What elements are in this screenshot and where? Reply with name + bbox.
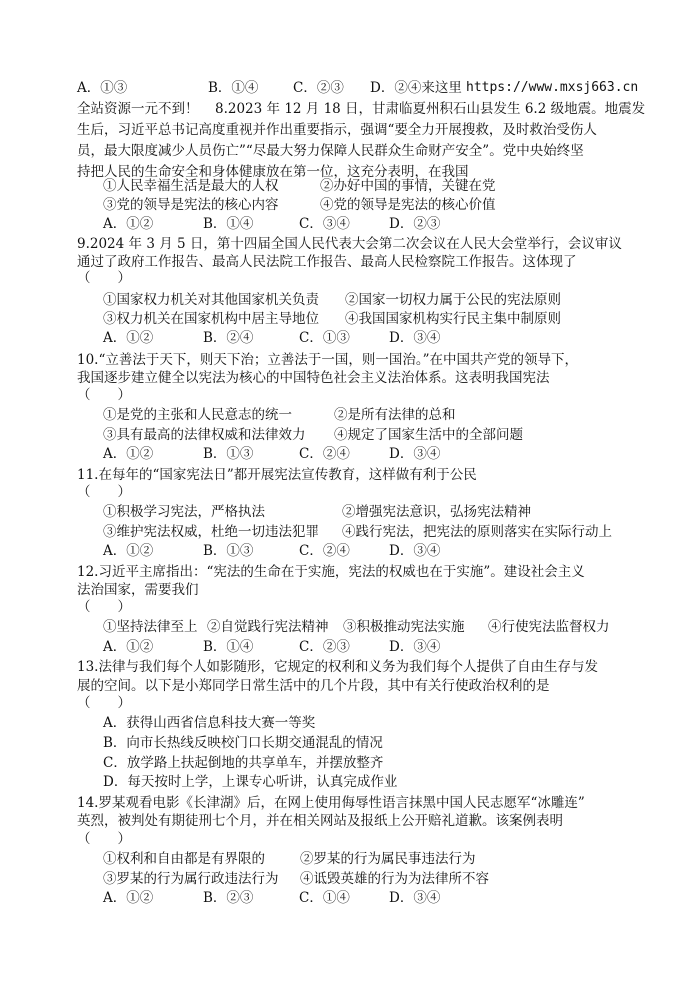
question-text: 通过了政府工作报告、最高人民法院工作报告、最高人民检察院工作报告。这体现了: [77, 254, 577, 270]
statement-2: ②罗某的行为属民事违法行为: [300, 851, 476, 867]
statement-4: ④规定了国家生活中的全部问题: [334, 427, 523, 443]
option-b: B．②④: [203, 330, 254, 346]
choice-d: D．每天按时上学，上课专心听讲，认真完成作业: [103, 774, 398, 790]
statement-3: ③罗某的行为属行政违法行为: [103, 871, 279, 887]
option-c: C．②④: [299, 543, 350, 559]
question-text: 12.习近平主席指出：“宪法的生命在于实施，宪法的权威也在于实施”。建设社会主义: [77, 564, 585, 580]
answer-bracket: （ ）: [77, 695, 131, 711]
option-a: A．①②: [103, 216, 154, 232]
statement-3: ③积极推动宪法实施: [343, 619, 465, 635]
statement-1: ①积极学习宪法，严格执法: [103, 504, 265, 520]
question-text: 法治国家，需要我们: [77, 582, 199, 598]
statement-3: ③党的领导是宪法的核心内容: [103, 197, 279, 213]
statement-2: ②国家一切权力属于公民的宪法原则: [345, 292, 561, 308]
option-d: D．③④: [389, 639, 441, 655]
statement-4: ④我国国家机构实行民主集中制原则: [345, 311, 561, 327]
promo-text: 全站资源一元不到！: [77, 101, 199, 117]
option-b: B．①③: [203, 446, 254, 462]
option-b: B．①④: [203, 639, 254, 655]
option-d: D．②③: [389, 216, 441, 232]
statement-1: ①国家权力机关对其他国家机关负责: [103, 292, 319, 308]
statement-3: ③具有最高的法律权威和法律效力: [103, 427, 306, 443]
question-text: 生后，习近平总书记高度重视并作出重要指示，强调“要全力开展搜救，及时救治受伤人: [77, 122, 597, 138]
statement-4: ④践行宪法，把宪法的原则落实在实际行动上: [342, 524, 612, 540]
option-a: A．①③: [77, 80, 128, 96]
question-text: 我国逐步建立健全以宪法为核心的中国特色社会主义法治体系。这表明我国宪法: [77, 370, 550, 386]
statement-3: ③权力机关在国家机构中居主导地位: [103, 311, 319, 327]
option-c: C．①④: [299, 890, 350, 906]
choice-c: C．放学路上扶起倒地的共享单车，并摆放整齐: [103, 755, 384, 771]
option-d: D．③④: [389, 543, 441, 559]
question-text: 10.“立善法于天下，则天下治；立善法于一国，则一国治。”在中国共产党的领导下，: [77, 352, 579, 368]
statement-4: ④党的领导是宪法的核心价值: [320, 197, 496, 213]
answer-bracket: （ ）: [77, 599, 131, 615]
option-b: B．①③: [203, 543, 254, 559]
watermark-url: https://www.mxsj663.cn: [466, 80, 639, 95]
choice-b: B．向市长热线反映校门口长期交通混乱的情况: [103, 735, 383, 751]
answer-bracket: （ ）: [77, 831, 131, 847]
statement-1: ①是党的主张和人民意志的统一: [103, 407, 292, 423]
statement-2: ②自觉践行宪法精神: [207, 619, 329, 635]
question-text: 11.在每年的“国家宪法日”都开展宪法宣传教育，这样做有利于公民: [77, 467, 477, 483]
option-d: D．③④: [389, 330, 441, 346]
answer-bracket: （ ）: [77, 387, 131, 403]
option-b: B．①④: [203, 216, 254, 232]
statement-2: ②是所有法律的总和: [334, 407, 456, 423]
statement-3: ③维护宪法权威，杜绝一切违法犯罪: [103, 524, 319, 540]
statement-2: ②增强宪法意识，弘扬宪法精神: [342, 504, 531, 520]
option-d: D．③④: [389, 446, 441, 462]
statement-1: ①权利和自由都是有界限的: [103, 851, 265, 867]
option-c: C．②④: [299, 446, 350, 462]
statement-1: ①坚持法律至上: [103, 619, 198, 635]
option-a: A．①②: [103, 543, 154, 559]
option-b: B．②③: [203, 890, 254, 906]
question-text: 英烈，被判处有期徒刑七个月，并在相关网站及报纸上公开赔礼道歉。该案例表明: [77, 813, 563, 829]
option-b: B．①④: [208, 80, 259, 96]
option-d: D．②④来这里: [370, 80, 462, 96]
answer-bracket: （ ）: [77, 484, 131, 500]
option-c: C．②③: [299, 639, 350, 655]
statement-4: ④诋毁英雄的行为为法律所不容: [300, 871, 489, 887]
option-c: C．①③: [299, 330, 350, 346]
question-text: 14.罗某观看电影《长津湖》后，在网上使用侮辱性语言抹黑中国人民志愿军“冰雕连”: [77, 795, 585, 811]
question-text: 13.法律与我们每个人如影随形，它规定的权利和义务为我们每个人提供了自由生存与发: [77, 659, 598, 675]
option-d: D．③④: [389, 890, 441, 906]
statement-4: ④行使宪法监督权力: [488, 619, 610, 635]
option-c: C．②③: [293, 80, 344, 96]
question-text: 8.2023 年 12 月 18 日，甘肃临夏州积石山县发生 6.2 级地震。地震发: [215, 101, 646, 117]
option-a: A．①②: [103, 446, 154, 462]
question-text: 持把人民的生命安全和身体健康放在第一位，这充分表明，在我国: [77, 164, 469, 180]
question-text: 9.2024 年 3 月 5 日，第十四届全国人民代表大会第二次会议在人民大会堂举行，会议审议: [77, 236, 622, 252]
option-c: C．③④: [299, 216, 350, 232]
question-text: 员，最大限度减少人员伤亡”“尽最大努力保障人民群众生命财产安全”。党中央始终坚: [77, 143, 584, 159]
option-a: A．①②: [103, 330, 154, 346]
choice-a: A．获得山西省信息科技大赛一等奖: [103, 715, 316, 731]
statement-2: ②办好中国的事情，关键在党: [320, 178, 496, 194]
option-a: A．①②: [103, 890, 154, 906]
question-text: 展的空间。以下是小郑同学日常生活中的几个片段，其中有关行使政治权利的是: [77, 678, 550, 694]
statement-1: ①人民幸福生活是最大的人权: [103, 178, 279, 194]
option-a: A．①②: [103, 639, 154, 655]
answer-bracket: （ ）: [77, 270, 131, 286]
